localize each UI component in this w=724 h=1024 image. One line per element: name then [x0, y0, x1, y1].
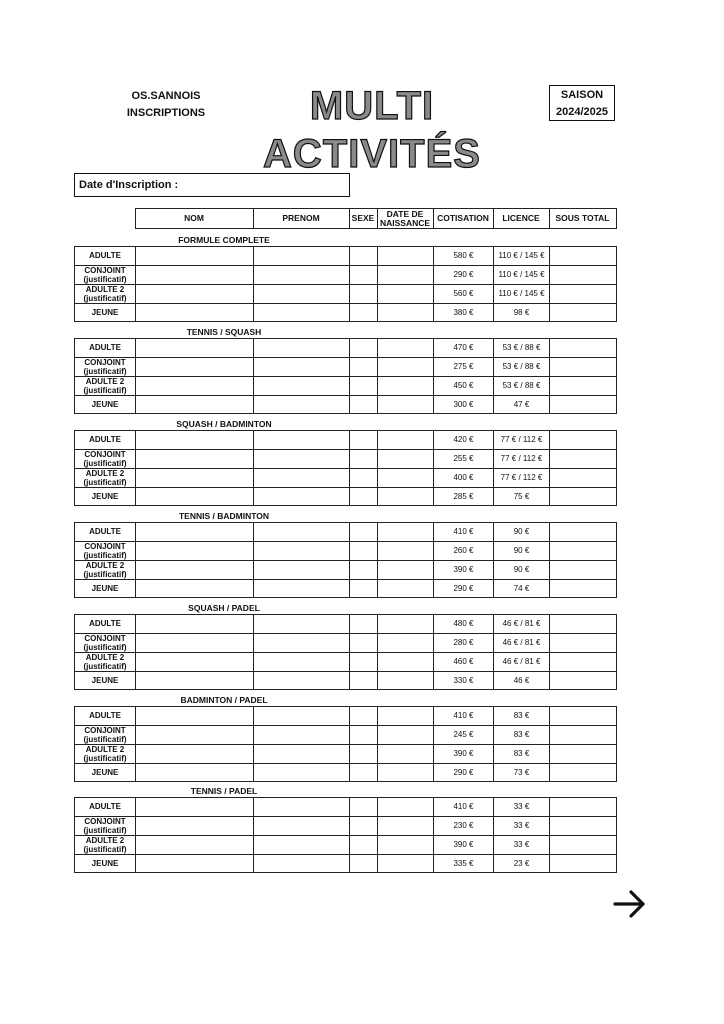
section-table — [74, 246, 617, 322]
sous-total-input-cell[interactable] — [550, 744, 617, 763]
sexe-input-cell[interactable] — [350, 376, 378, 395]
table-row-conjoint — [75, 816, 617, 835]
cotisation-cell: 580 € — [434, 247, 494, 266]
prenom-input-cell[interactable] — [254, 835, 350, 854]
sous-total-input-cell[interactable] — [550, 633, 617, 652]
sous-total-input-cell[interactable] — [550, 560, 617, 579]
category-cell: ADULTE — [75, 707, 136, 726]
nom-input-cell[interactable] — [136, 339, 254, 358]
cotisation-cell: 410 € — [434, 707, 494, 726]
date-naissance-input-cell[interactable] — [378, 541, 434, 560]
sous-total-input-cell[interactable] — [550, 357, 617, 376]
table-row-adulte — [75, 707, 617, 726]
section-table — [74, 430, 617, 506]
date-naissance-input-cell[interactable] — [378, 523, 434, 542]
cotisation-cell: 390 € — [434, 744, 494, 763]
category-cell: CONJOINT (justificatif) — [75, 633, 136, 652]
category-cell: JEUNE — [75, 671, 136, 690]
cotisation-cell: 255 € — [434, 449, 494, 468]
category-cell: ADULTE — [75, 615, 136, 634]
table-row-jeune — [75, 763, 617, 782]
category-cell: ADULTE — [75, 247, 136, 266]
licence-cell: 46 € / 81 € — [494, 633, 550, 652]
category-cell: ADULTE 2 (justificatif) — [75, 376, 136, 395]
section-title: BADMINTON / PADEL — [180, 695, 268, 705]
cotisation-cell: 410 € — [434, 523, 494, 542]
sous-total-input-cell[interactable] — [550, 615, 617, 634]
sous-total-input-cell[interactable] — [550, 339, 617, 358]
table-row-adulte-2 — [75, 560, 617, 579]
cotisation-cell: 390 € — [434, 560, 494, 579]
prenom-input-cell[interactable] — [254, 744, 350, 763]
category-cell: ADULTE — [75, 523, 136, 542]
cotisation-cell: 480 € — [434, 615, 494, 634]
column-header-sexe: SEXE — [349, 209, 377, 229]
cotisation-cell: 560 € — [434, 284, 494, 303]
sous-total-input-cell[interactable] — [550, 449, 617, 468]
date-naissance-input-cell[interactable] — [378, 633, 434, 652]
date-naissance-input-cell[interactable] — [378, 303, 434, 322]
column-header-nom: NOM — [135, 209, 253, 229]
sexe-input-cell[interactable] — [350, 707, 378, 726]
category-cell: CONJOINT (justificatif) — [75, 816, 136, 835]
nom-input-cell[interactable] — [136, 303, 254, 322]
section-title: SQUASH / BADMINTON — [176, 419, 272, 429]
prenom-input-cell[interactable] — [254, 284, 350, 303]
table-row-conjoint — [75, 725, 617, 744]
sous-total-input-cell[interactable] — [550, 579, 617, 598]
licence-cell: 46 € / 81 € — [494, 652, 550, 671]
nom-input-cell[interactable] — [136, 798, 254, 817]
licence-cell: 73 € — [494, 763, 550, 782]
sous-total-input-cell[interactable] — [550, 376, 617, 395]
prenom-input-cell[interactable] — [254, 431, 350, 450]
prenom-input-cell[interactable] — [254, 560, 350, 579]
nom-input-cell[interactable] — [136, 835, 254, 854]
sexe-input-cell[interactable] — [350, 615, 378, 634]
section-table — [74, 614, 617, 690]
section-table — [74, 338, 617, 414]
licence-cell: 110 € / 145 € — [494, 284, 550, 303]
prenom-input-cell[interactable] — [254, 247, 350, 266]
sous-total-input-cell[interactable] — [550, 468, 617, 487]
table-row-adulte — [75, 431, 617, 450]
prenom-input-cell[interactable] — [254, 339, 350, 358]
sous-total-input-cell[interactable] — [550, 835, 617, 854]
date-naissance-input-cell[interactable] — [378, 707, 434, 726]
category-cell: ADULTE 2 (justificatif) — [75, 284, 136, 303]
sexe-input-cell[interactable] — [350, 541, 378, 560]
cotisation-cell: 290 € — [434, 265, 494, 284]
category-cell: JEUNE — [75, 487, 136, 506]
nom-input-cell[interactable] — [136, 431, 254, 450]
table-row-jeune — [75, 303, 617, 322]
nom-input-cell[interactable] — [136, 284, 254, 303]
sous-total-input-cell[interactable] — [550, 265, 617, 284]
prenom-input-cell[interactable] — [254, 468, 350, 487]
cotisation-cell: 470 € — [434, 339, 494, 358]
section-title: SQUASH / PADEL — [188, 603, 260, 613]
section-table — [74, 522, 617, 598]
licence-cell: 46 € — [494, 671, 550, 690]
prenom-input-cell[interactable] — [254, 854, 350, 873]
cotisation-cell: 380 € — [434, 303, 494, 322]
registration-date-label: Date d'Inscription : — [79, 179, 179, 191]
licence-cell: 83 € — [494, 725, 550, 744]
org-subtitle: INSCRIPTIONS — [126, 107, 206, 119]
licence-cell: 74 € — [494, 579, 550, 598]
nom-input-cell[interactable] — [136, 376, 254, 395]
date-naissance-input-cell[interactable] — [378, 615, 434, 634]
sous-total-input-cell[interactable] — [550, 395, 617, 414]
licence-cell: 53 € / 88 € — [494, 357, 550, 376]
prenom-input-cell[interactable] — [254, 671, 350, 690]
category-cell: JEUNE — [75, 579, 136, 598]
category-cell: JEUNE — [75, 303, 136, 322]
sexe-input-cell[interactable] — [350, 633, 378, 652]
licence-cell: 46 € / 81 € — [494, 615, 550, 634]
category-cell: ADULTE 2 (justificatif) — [75, 744, 136, 763]
date-naissance-input-cell[interactable] — [378, 816, 434, 835]
table-row-jeune — [75, 671, 617, 690]
sexe-input-cell[interactable] — [350, 579, 378, 598]
table-row-adulte-2 — [75, 284, 617, 303]
cotisation-cell: 390 € — [434, 835, 494, 854]
prenom-input-cell[interactable] — [254, 579, 350, 598]
date-naissance-input-cell[interactable] — [378, 671, 434, 690]
date-naissance-input-cell[interactable] — [378, 725, 434, 744]
season-label: SAISON — [560, 89, 604, 101]
date-naissance-input-cell[interactable] — [378, 449, 434, 468]
category-cell: ADULTE 2 (justificatif) — [75, 835, 136, 854]
section-table — [74, 797, 617, 873]
table-row-adulte — [75, 247, 617, 266]
licence-cell: 33 € — [494, 835, 550, 854]
nom-input-cell[interactable] — [136, 541, 254, 560]
category-cell: CONJOINT (justificatif) — [75, 265, 136, 284]
column-header-licence: LICENCE — [493, 209, 549, 229]
nom-input-cell[interactable] — [136, 816, 254, 835]
licence-cell: 47 € — [494, 395, 550, 414]
category-cell: JEUNE — [75, 763, 136, 782]
section-table — [74, 706, 617, 782]
date-naissance-input-cell[interactable] — [378, 395, 434, 414]
organization-block — [112, 88, 220, 122]
cotisation-cell: 290 € — [434, 763, 494, 782]
licence-cell: 110 € / 145 € — [494, 247, 550, 266]
sexe-input-cell[interactable] — [350, 339, 378, 358]
date-naissance-input-cell[interactable] — [378, 763, 434, 782]
date-naissance-input-cell[interactable] — [378, 744, 434, 763]
licence-cell: 90 € — [494, 560, 550, 579]
column-header-prenom: PRENOM — [253, 209, 349, 229]
nom-input-cell[interactable] — [136, 468, 254, 487]
sexe-input-cell[interactable] — [350, 854, 378, 873]
prenom-input-cell[interactable] — [254, 523, 350, 542]
table-row-conjoint — [75, 449, 617, 468]
section-title: TENNIS / PADEL — [190, 786, 258, 796]
prenom-input-cell[interactable] — [254, 395, 350, 414]
column-header-sous-total: SOUS TOTAL — [549, 209, 616, 229]
sexe-input-cell[interactable] — [350, 835, 378, 854]
prenom-input-cell[interactable] — [254, 633, 350, 652]
sous-total-input-cell[interactable] — [550, 523, 617, 542]
table-row-conjoint — [75, 633, 617, 652]
sexe-input-cell[interactable] — [350, 744, 378, 763]
date-naissance-input-cell[interactable] — [378, 357, 434, 376]
table-row-adulte — [75, 523, 617, 542]
nom-input-cell[interactable] — [136, 487, 254, 506]
licence-cell: 23 € — [494, 854, 550, 873]
category-cell: ADULTE — [75, 339, 136, 358]
section-title: TENNIS / BADMINTON — [178, 511, 270, 521]
sexe-input-cell[interactable] — [350, 560, 378, 579]
date-naissance-input-cell[interactable] — [378, 579, 434, 598]
nom-input-cell[interactable] — [136, 615, 254, 634]
date-naissance-input-cell[interactable] — [378, 798, 434, 817]
section-title: FORMULE COMPLETE — [178, 235, 270, 245]
nom-input-cell[interactable] — [136, 744, 254, 763]
table-row-conjoint — [75, 357, 617, 376]
date-naissance-input-cell[interactable] — [378, 854, 434, 873]
licence-cell: 53 € / 88 € — [494, 339, 550, 358]
date-naissance-input-cell[interactable] — [378, 652, 434, 671]
column-header-cotisation: COTISATION — [433, 209, 493, 229]
page-title — [232, 82, 512, 178]
table-row-adulte — [75, 339, 617, 358]
sexe-input-cell[interactable] — [350, 247, 378, 266]
table-row-adulte-2 — [75, 652, 617, 671]
prenom-input-cell[interactable] — [254, 652, 350, 671]
cotisation-cell: 450 € — [434, 376, 494, 395]
nom-input-cell[interactable] — [136, 854, 254, 873]
table-row-jeune — [75, 579, 617, 598]
prenom-input-cell[interactable] — [254, 449, 350, 468]
category-cell: JEUNE — [75, 854, 136, 873]
prenom-input-cell[interactable] — [254, 816, 350, 835]
date-naissance-input-cell[interactable] — [378, 431, 434, 450]
nom-input-cell[interactable] — [136, 395, 254, 414]
date-naissance-input-cell[interactable] — [378, 487, 434, 506]
table-row-jeune — [75, 395, 617, 414]
nom-input-cell[interactable] — [136, 671, 254, 690]
cotisation-cell: 280 € — [434, 633, 494, 652]
sexe-input-cell[interactable] — [350, 671, 378, 690]
table-row-adulte-2 — [75, 376, 617, 395]
licence-cell: 75 € — [494, 487, 550, 506]
table-row-adulte — [75, 615, 617, 634]
sous-total-input-cell[interactable] — [550, 816, 617, 835]
nom-input-cell[interactable] — [136, 579, 254, 598]
category-cell: ADULTE 2 (justificatif) — [75, 560, 136, 579]
table-row-adulte-2 — [75, 744, 617, 763]
prenom-input-cell[interactable] — [254, 725, 350, 744]
category-cell: ADULTE 2 (justificatif) — [75, 468, 136, 487]
category-cell: CONJOINT (justificatif) — [75, 725, 136, 744]
prenom-input-cell[interactable] — [254, 303, 350, 322]
category-cell: CONJOINT (justificatif) — [75, 357, 136, 376]
date-naissance-input-cell[interactable] — [378, 560, 434, 579]
cotisation-cell: 335 € — [434, 854, 494, 873]
nom-input-cell[interactable] — [136, 357, 254, 376]
licence-cell: 77 € / 112 € — [494, 468, 550, 487]
category-cell: JEUNE — [75, 395, 136, 414]
org-name: OS.SANNOIS — [131, 90, 201, 102]
date-naissance-input-cell[interactable] — [378, 468, 434, 487]
cotisation-cell: 230 € — [434, 816, 494, 835]
sous-total-input-cell[interactable] — [550, 541, 617, 560]
column-header-table — [74, 208, 617, 229]
sexe-input-cell[interactable] — [350, 303, 378, 322]
cotisation-cell: 275 € — [434, 357, 494, 376]
season-year: 2024/2025 — [556, 106, 608, 118]
prenom-input-cell[interactable] — [254, 357, 350, 376]
registration-date-field[interactable] — [74, 173, 350, 197]
prenom-input-cell[interactable] — [254, 376, 350, 395]
sexe-input-cell[interactable] — [350, 395, 378, 414]
licence-cell: 83 € — [494, 707, 550, 726]
category-cell: ADULTE — [75, 431, 136, 450]
sexe-input-cell[interactable] — [350, 652, 378, 671]
sexe-input-cell[interactable] — [350, 763, 378, 782]
cotisation-cell: 290 € — [434, 579, 494, 598]
date-naissance-input-cell[interactable] — [378, 265, 434, 284]
sexe-input-cell[interactable] — [350, 816, 378, 835]
prenom-input-cell[interactable] — [254, 798, 350, 817]
date-naissance-input-cell[interactable] — [378, 284, 434, 303]
sous-total-input-cell[interactable] — [550, 284, 617, 303]
table-row-adulte-2 — [75, 835, 617, 854]
sexe-input-cell[interactable] — [350, 487, 378, 506]
cotisation-cell: 245 € — [434, 725, 494, 744]
licence-cell: 98 € — [494, 303, 550, 322]
category-cell: ADULTE 2 (justificatif) — [75, 652, 136, 671]
nom-input-cell[interactable] — [136, 523, 254, 542]
licence-cell: 77 € / 112 € — [494, 431, 550, 450]
sexe-input-cell[interactable] — [350, 284, 378, 303]
title-line-1: MULTI — [309, 84, 435, 128]
category-cell: CONJOINT (justificatif) — [75, 449, 136, 468]
sous-total-input-cell[interactable] — [550, 247, 617, 266]
table-row-conjoint — [75, 541, 617, 560]
table-row-adulte-2 — [75, 468, 617, 487]
cotisation-cell: 400 € — [434, 468, 494, 487]
section-title: TENNIS / SQUASH — [186, 327, 262, 337]
sous-total-input-cell[interactable] — [550, 725, 617, 744]
nom-input-cell[interactable] — [136, 247, 254, 266]
prenom-input-cell[interactable] — [254, 615, 350, 634]
sexe-input-cell[interactable] — [350, 725, 378, 744]
prenom-input-cell[interactable] — [254, 707, 350, 726]
licence-cell: 33 € — [494, 798, 550, 817]
table-row-conjoint — [75, 265, 617, 284]
date-naissance-input-cell[interactable] — [378, 339, 434, 358]
sous-total-input-cell[interactable] — [550, 487, 617, 506]
sous-total-input-cell[interactable] — [550, 431, 617, 450]
licence-cell: 90 € — [494, 541, 550, 560]
date-naissance-input-cell[interactable] — [378, 835, 434, 854]
sous-total-input-cell[interactable] — [550, 652, 617, 671]
sous-total-input-cell[interactable] — [550, 798, 617, 817]
header-blank-cell — [74, 209, 135, 229]
sexe-input-cell[interactable] — [350, 431, 378, 450]
prenom-input-cell[interactable] — [254, 763, 350, 782]
season-box — [549, 85, 615, 121]
licence-cell: 90 € — [494, 523, 550, 542]
sous-total-input-cell[interactable] — [550, 763, 617, 782]
cotisation-cell: 460 € — [434, 652, 494, 671]
sexe-input-cell[interactable] — [350, 265, 378, 284]
arrow-right-icon[interactable] — [612, 886, 648, 922]
cotisation-cell: 410 € — [434, 798, 494, 817]
sous-total-input-cell[interactable] — [550, 303, 617, 322]
nom-input-cell[interactable] — [136, 652, 254, 671]
date-naissance-input-cell[interactable] — [378, 376, 434, 395]
licence-cell: 110 € / 145 € — [494, 265, 550, 284]
category-cell: ADULTE — [75, 798, 136, 817]
licence-cell: 83 € — [494, 744, 550, 763]
table-row-jeune — [75, 854, 617, 873]
licence-cell: 33 € — [494, 816, 550, 835]
prenom-input-cell[interactable] — [254, 487, 350, 506]
prenom-input-cell[interactable] — [254, 265, 350, 284]
cotisation-cell: 300 € — [434, 395, 494, 414]
date-naissance-input-cell[interactable] — [378, 247, 434, 266]
table-row-adulte — [75, 798, 617, 817]
licence-cell: 53 € / 88 € — [494, 376, 550, 395]
sexe-input-cell[interactable] — [350, 468, 378, 487]
nom-input-cell[interactable] — [136, 763, 254, 782]
title-line-2: ACTIVITÉS — [263, 132, 481, 176]
sexe-input-cell[interactable] — [350, 523, 378, 542]
nom-input-cell[interactable] — [136, 560, 254, 579]
nom-input-cell[interactable] — [136, 707, 254, 726]
sexe-input-cell[interactable] — [350, 449, 378, 468]
column-header-date-naissance: DATE DE NAISSANCE — [377, 209, 433, 229]
nom-input-cell[interactable] — [136, 265, 254, 284]
nom-input-cell[interactable] — [136, 449, 254, 468]
nom-input-cell[interactable] — [136, 633, 254, 652]
cotisation-cell: 285 € — [434, 487, 494, 506]
sous-total-input-cell[interactable] — [550, 671, 617, 690]
category-cell: CONJOINT (justificatif) — [75, 541, 136, 560]
sexe-input-cell[interactable] — [350, 798, 378, 817]
licence-cell: 77 € / 112 € — [494, 449, 550, 468]
sous-total-input-cell[interactable] — [550, 854, 617, 873]
sexe-input-cell[interactable] — [350, 357, 378, 376]
cotisation-cell: 420 € — [434, 431, 494, 450]
cotisation-cell: 330 € — [434, 671, 494, 690]
table-row-jeune — [75, 487, 617, 506]
sous-total-input-cell[interactable] — [550, 707, 617, 726]
cotisation-cell: 260 € — [434, 541, 494, 560]
prenom-input-cell[interactable] — [254, 541, 350, 560]
nom-input-cell[interactable] — [136, 725, 254, 744]
